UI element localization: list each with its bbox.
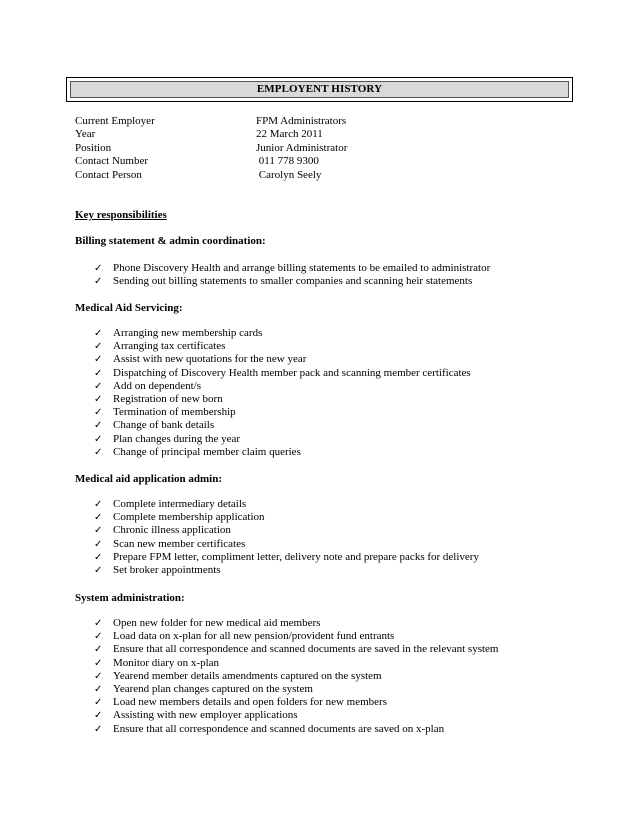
check-icon: ✓ (94, 683, 103, 695)
list-item-text: Prepare FPM letter, compliment letter, delivery note and prepare packs for delivery (113, 550, 479, 563)
detail-value: 011 778 9300 (256, 155, 319, 168)
list-item-text: Arranging tax certificates (113, 340, 226, 353)
check-icon: ✓ (94, 657, 103, 669)
check-icon: ✓ (94, 697, 103, 709)
check-icon: ✓ (94, 644, 103, 656)
list-item-text: Complete membership application (113, 511, 265, 524)
check-icon: ✓ (94, 618, 103, 629)
detail-row (75, 169, 555, 182)
list-item (75, 419, 575, 432)
list-item (75, 275, 575, 288)
list-item (75, 353, 575, 366)
list-item-text: Assist with new quotations for the new year (113, 353, 307, 366)
list-item (75, 617, 575, 630)
bullet-list (75, 617, 575, 736)
section-header-inner (70, 81, 569, 98)
check-icon: ✓ (94, 631, 103, 643)
list-item-text: Ensure that all correspondence and scanned documents are saved on x-plan (113, 722, 445, 735)
detail-label: Year (75, 128, 96, 141)
list-item-text: Open new folder for new medical aid members (113, 617, 321, 629)
section-header (66, 77, 573, 102)
check-icon: ✓ (94, 499, 103, 510)
check-icon: ✓ (94, 512, 103, 524)
detail-row (75, 115, 555, 128)
list-item (75, 340, 575, 353)
detail-label: Position (75, 141, 112, 154)
check-icon: ✓ (94, 433, 103, 445)
list-item (75, 433, 575, 446)
list-item (75, 723, 575, 736)
check-icon: ✓ (94, 420, 103, 432)
list-item (75, 696, 575, 709)
check-icon: ✓ (94, 446, 103, 458)
list-item-text: Complete intermediary details (113, 498, 247, 510)
check-icon: ✓ (94, 263, 103, 274)
detail-row (75, 128, 555, 141)
check-icon: ✓ (94, 551, 103, 563)
check-icon: ✓ (94, 341, 103, 353)
detail-value: FPM Administrators (256, 115, 347, 127)
list-item-text: Dispatching of Discovery Health member pack and scanning member certificates (113, 366, 471, 379)
list-item (75, 709, 575, 722)
check-icon: ✓ (94, 328, 103, 339)
list-item (75, 643, 575, 656)
check-icon: ✓ (94, 525, 103, 537)
list-item-text: Assisting with new employer applications (113, 709, 298, 722)
bullet-list (75, 498, 575, 577)
check-icon: ✓ (94, 380, 103, 392)
section-heading: System administration: (75, 592, 185, 604)
list-item (75, 630, 575, 643)
list-item (75, 657, 575, 670)
check-icon: ✓ (94, 367, 103, 379)
responsibility-section (75, 235, 575, 288)
list-item-text: Yearend plan changes captured on the system (113, 682, 313, 695)
check-icon: ✓ (94, 407, 103, 419)
list-item (75, 406, 575, 419)
list-item-text: Sending out billing statements to smaller companies and scanning heir statements (113, 275, 473, 288)
list-item (75, 670, 575, 683)
list-item-text: Phone Discovery Health and arrange billing statements to be emailed to administrator (113, 262, 491, 274)
list-item (75, 564, 575, 577)
list-item-text: Termination of membership (113, 406, 236, 419)
section-title: EMPLOYENT HISTORY (256, 83, 383, 95)
list-item (75, 511, 575, 524)
list-item-text: Ensure that all correspondence and scanned documents are saved in the relevant system (113, 643, 499, 656)
detail-label: Contact Number (75, 155, 149, 168)
list-item (75, 393, 575, 406)
responsibility-section (75, 592, 575, 736)
list-item-text: Set broker appointments (113, 563, 221, 576)
detail-value: Junior Administrator (256, 141, 348, 154)
list-item-text: Arranging new membership cards (113, 327, 263, 339)
key-responsibilities-heading: Key responsibilities (75, 209, 167, 221)
list-item (75, 380, 575, 393)
check-icon: ✓ (94, 670, 103, 682)
detail-value: 22 March 2011 (256, 128, 323, 141)
detail-label: Current Employer (75, 115, 155, 127)
list-item (75, 551, 575, 564)
list-item (75, 524, 575, 537)
list-item (75, 683, 575, 696)
detail-label: Contact Person (75, 168, 142, 181)
list-item-text: Change of principal member claim queries (113, 445, 301, 458)
check-icon: ✓ (94, 393, 103, 405)
list-item (75, 538, 575, 551)
list-item (75, 327, 575, 340)
list-item-text: Registration of new born (113, 392, 223, 405)
check-icon: ✓ (94, 538, 103, 550)
list-item-text: Add on dependent/s (113, 379, 201, 392)
list-item (75, 498, 575, 511)
check-icon: ✓ (94, 354, 103, 366)
list-item-text: Plan changes during the year (113, 432, 241, 445)
check-icon: ✓ (94, 276, 103, 288)
list-item-text: Monitor diary on x-plan (113, 656, 220, 669)
check-icon: ✓ (94, 564, 103, 576)
list-item-text: Load data on x-plan for all new pension/provident fund entrants (113, 630, 395, 643)
detail-value: Carolyn Seely (256, 168, 322, 181)
list-item-text: Change of bank details (113, 419, 215, 432)
check-icon: ✓ (94, 710, 103, 722)
section-heading: Medical aid application admin: (75, 473, 222, 485)
list-item-text: Scan new member certificates (113, 537, 246, 550)
responsibility-section (75, 302, 575, 459)
bullet-list (75, 262, 575, 288)
detail-row (75, 155, 555, 168)
list-item-text: Load new members details and open folders for new members (113, 696, 387, 709)
responsibility-section (75, 473, 575, 577)
list-item-text: Chronic illness application (113, 524, 231, 537)
list-item (75, 367, 575, 380)
detail-row (75, 142, 555, 155)
list-item (75, 446, 575, 459)
bullet-list (75, 327, 575, 459)
section-heading: Billing statement & admin coordination: (75, 235, 266, 247)
list-item (75, 262, 575, 275)
check-icon: ✓ (94, 723, 103, 735)
employment-details (75, 115, 555, 182)
list-item-text: Yearend member details amendments captured on the system (113, 669, 382, 682)
section-heading: Medical Aid Servicing: (75, 302, 183, 314)
